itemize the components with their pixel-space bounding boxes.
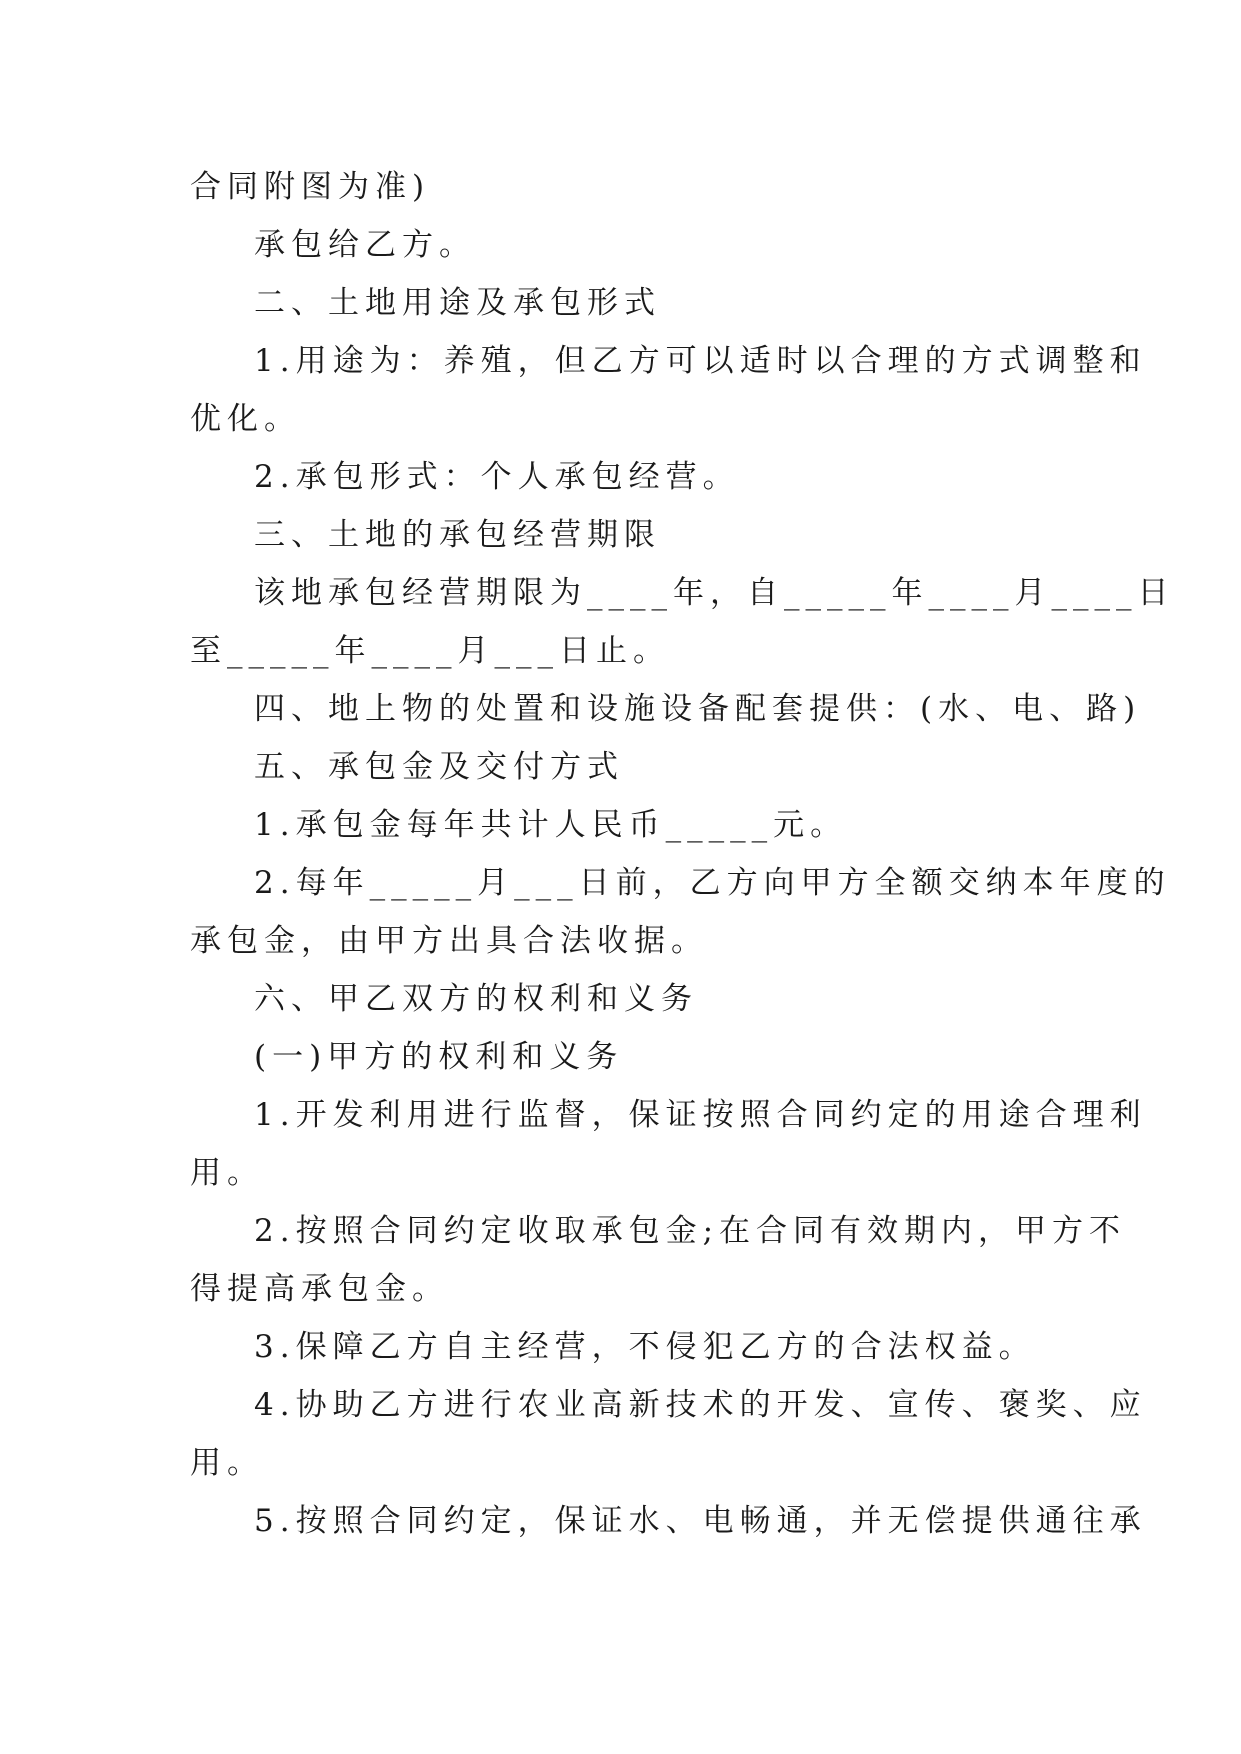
text-line: 1.承包金每年共计人民币_____元。	[254, 807, 848, 843]
text-line: 1.用途为：养殖，但乙方可以适时以合理的方式调整和	[254, 343, 1147, 379]
document-body	[190, 158, 1175, 1550]
section-heading: 五、承包金及交付方式	[254, 749, 624, 785]
text-line: 2.承包形式：个人承包经营。	[254, 459, 740, 495]
text-line: 用。	[190, 1445, 264, 1481]
text-line: 该地承包经营期限为____年，自_____年____月____日	[254, 575, 1175, 611]
section-heading: 六、甲乙双方的权利和义务	[254, 981, 698, 1017]
section-heading: 三、土地的承包经营期限	[254, 517, 661, 553]
text-line: 承包金，由甲方出具合法收据。	[190, 923, 708, 959]
text-line: 至_____年____月___日止。	[190, 633, 670, 669]
section-heading: 二、土地用途及承包形式	[254, 285, 661, 321]
text-line: 3.保障乙方自主经营，不侵犯乙方的合法权益。	[254, 1329, 1036, 1365]
text-line: 得提高承包金。	[190, 1271, 449, 1307]
text-line: 4.协助乙方进行农业高新技术的开发、宣传、褒奖、应	[254, 1387, 1147, 1423]
text-line: 1.开发利用进行监督，保证按照合同约定的用途合理利	[254, 1097, 1147, 1133]
text-line: 5.按照合同约定，保证水、电畅通，并无偿提供通往承	[254, 1503, 1147, 1539]
text-line: 承包给乙方。	[254, 227, 476, 263]
subsection-heading: (一)甲方的权利和义务	[254, 1039, 624, 1075]
section-heading: 四、地上物的处置和设施设备配套提供：(水、电、路)	[254, 691, 1142, 727]
text-line: 用。	[190, 1155, 264, 1191]
text-line: 2.按照合同约定收取承包金;在合同有效期内，甲方不	[254, 1213, 1127, 1249]
text-line: 2.每年_____月___日前，乙方向甲方全额交纳本年度的	[254, 865, 1171, 901]
text-line: 优化。	[190, 401, 301, 437]
text-line: 合同附图为准)	[190, 169, 431, 205]
